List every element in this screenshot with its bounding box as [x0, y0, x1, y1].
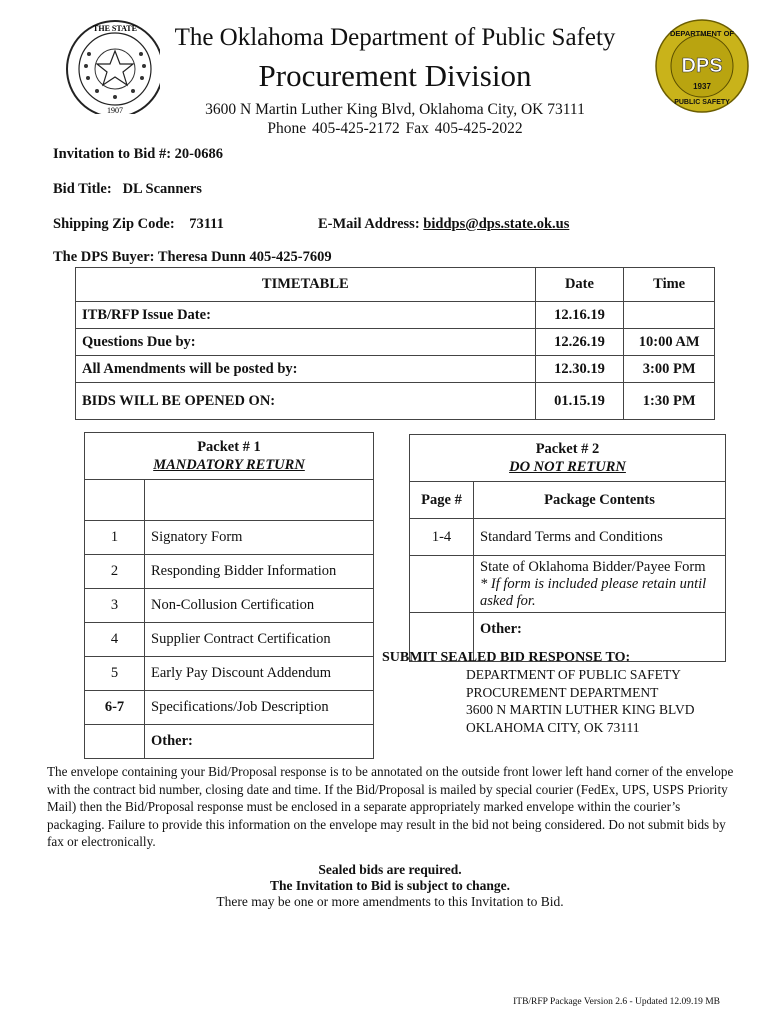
buyer-value: Theresa Dunn 405-425-7609	[157, 249, 332, 265]
submit-line: OKLAHOMA CITY, OK 73111	[466, 719, 640, 735]
packet-1-num: 6-7	[85, 691, 145, 725]
header-phone-fax: Phone 405-425-2172 Fax 405-425-2022	[267, 120, 523, 137]
packet-1-item: Signatory Form	[145, 521, 374, 555]
packet-1-table	[84, 432, 374, 759]
timetable-label: Questions Due by:	[76, 329, 536, 356]
packet-2-table	[409, 434, 726, 662]
packet-2-title: Packet # 2	[535, 441, 600, 457]
bid-title-label: Bid Title:	[53, 181, 112, 197]
packet-2-item	[474, 556, 726, 613]
dps-badge-logo	[640, 14, 760, 114]
table-row	[85, 623, 374, 657]
table-row	[85, 691, 374, 725]
timetable-date: 12.26.19	[535, 329, 624, 356]
table-row	[410, 556, 726, 613]
packet-1-title: Packet # 1	[197, 439, 261, 455]
badge-dps-text: DPS	[681, 55, 723, 77]
itb-label: Invitation to Bid #:	[53, 146, 172, 162]
header-address: 3600 N Martin Luther King Blvd, Oklahoma City, OK 73111	[205, 101, 585, 118]
packet-1-item: Non-Collusion Certification	[145, 589, 374, 623]
sealed-bids-note: Sealed bids are required.	[318, 862, 462, 877]
seal-left-top-text: THE STATE	[93, 24, 137, 33]
subject-to-change-note: The Invitation to Bid is subject to change.	[269, 878, 511, 893]
packet-1-item: Supplier Contract Certification	[145, 623, 374, 657]
table-row	[76, 302, 715, 329]
packet-1-other-row	[85, 725, 374, 759]
packet-1-num: 5	[85, 657, 145, 691]
email-line	[318, 216, 569, 233]
packet-2-other: Other:	[474, 613, 726, 662]
timetable-time: 10:00 AM	[624, 329, 715, 356]
table-row	[85, 555, 374, 589]
badge-bottom-text: PUBLIC SAFETY	[674, 99, 730, 106]
zip-value: 73111	[189, 216, 224, 232]
packet-1-num: 2	[85, 555, 145, 589]
zip-label: Shipping Zip Code:	[53, 216, 175, 232]
shipping-zip-line	[53, 216, 224, 233]
packet-2-subtitle: DO NOT RETURN	[509, 459, 626, 475]
packet-1-num: 1	[85, 521, 145, 555]
submit-line: PROCUREMENT DEPARTMENT	[466, 684, 659, 700]
table-row	[85, 657, 374, 691]
packet-1-other: Other:	[145, 725, 374, 759]
submit-title: SUBMIT SEALED BID RESPONSE TO:	[382, 650, 631, 665]
packet-1-item: Responding Bidder Information	[145, 555, 374, 589]
itb-number: 20-0686	[174, 146, 224, 162]
timetable-time	[624, 302, 715, 329]
submit-line: DEPARTMENT OF PUBLIC SAFETY	[466, 667, 681, 682]
package-contents-header: Package Contents	[474, 482, 726, 519]
bid-title-line	[53, 181, 202, 198]
packet-2-item-note: * If form is included please retain until asked for.	[480, 575, 707, 609]
email-label: E-Mail Address:	[318, 216, 420, 232]
amendments-note: There may be one or more amendments to this Invitation to Bid.	[216, 894, 564, 909]
department-title: The Oklahoma Department of Public Safety	[174, 24, 616, 51]
packet-1-subtitle: MANDATORY RETURN	[153, 457, 305, 473]
email-link[interactable]: biddps@dps.state.ok.us	[423, 216, 570, 232]
packet-1-num: 4	[85, 623, 145, 657]
page-number-header: Page #	[410, 482, 474, 519]
footer-version: ITB/RFP Package Version 2.6 - Updated 12.09.19 MB	[513, 997, 720, 1007]
time-header: Time	[624, 268, 715, 302]
table-row	[76, 356, 715, 383]
date-header: Date	[535, 268, 624, 302]
packet-1-num: 3	[85, 589, 145, 623]
packet-2-page: 1-4	[410, 519, 474, 556]
timetable-label: ITB/RFP Issue Date:	[76, 302, 536, 329]
packet-2-columns-row	[410, 482, 726, 519]
packet-1-blank-row	[85, 480, 374, 521]
dps-buyer-line	[53, 249, 332, 266]
packet-1-header	[85, 433, 374, 480]
timetable-date: 12.30.19	[535, 356, 624, 383]
timetable-header: TIMETABLE	[76, 268, 536, 302]
submit-address	[466, 666, 695, 736]
seal-left-year-text: 1907	[107, 106, 123, 114]
timetable-date: 12.16.19	[535, 302, 624, 329]
timetable-label: BIDS WILL BE OPENED ON:	[76, 383, 536, 420]
table-row	[76, 383, 715, 420]
oklahoma-state-seal	[20, 14, 160, 114]
packet-1-item: Specifications/Job Description	[145, 691, 374, 725]
packet-2-item-title: State of Oklahoma Bidder/Payee Form	[480, 558, 706, 575]
packet-2-header-row	[410, 435, 726, 482]
table-row	[85, 589, 374, 623]
badge-year-text: 1937	[693, 82, 711, 91]
timetable-header-row	[76, 268, 715, 302]
timetable-label: All Amendments will be posted by:	[76, 356, 536, 383]
packet-2-header	[410, 435, 726, 482]
timetable-date: 01.15.19	[535, 383, 624, 420]
timetable	[75, 267, 715, 420]
table-row	[85, 521, 374, 555]
submit-line: 3600 N MARTIN LUTHER KING BLVD	[466, 702, 695, 717]
packet-1-header-row	[85, 433, 374, 480]
bid-title-value: DL Scanners	[122, 181, 202, 197]
packet-1-item: Early Pay Discount Addendum	[145, 657, 374, 691]
buyer-label: The DPS Buyer:	[53, 249, 155, 265]
table-row	[76, 329, 715, 356]
division-title: Procurement Division	[258, 58, 532, 93]
envelope-instructions: The envelope containing your Bid/Proposal response is to be annotated on the outside front lower left hand corner of the envelope with the contract bid number, closing date and time. If the Bid/Proposal is mailed by special courier (FedEx, UPS, USPS Priority Mail) then the Bid/Proposal response must be enclosed in a separate appropriately marked envelope within the courier’s packaging. Failure to provide this information on the envelope may result in the bid not being considered. Do not submit bids by fax or electronically.	[47, 764, 734, 849]
badge-top-text: DEPARTMENT OF	[669, 29, 735, 38]
timetable-time: 3:00 PM	[624, 356, 715, 383]
table-row	[410, 519, 726, 556]
itb-number-line	[53, 146, 223, 163]
packet-2-item: Standard Terms and Conditions	[474, 519, 726, 556]
timetable-time: 1:30 PM	[624, 383, 715, 420]
